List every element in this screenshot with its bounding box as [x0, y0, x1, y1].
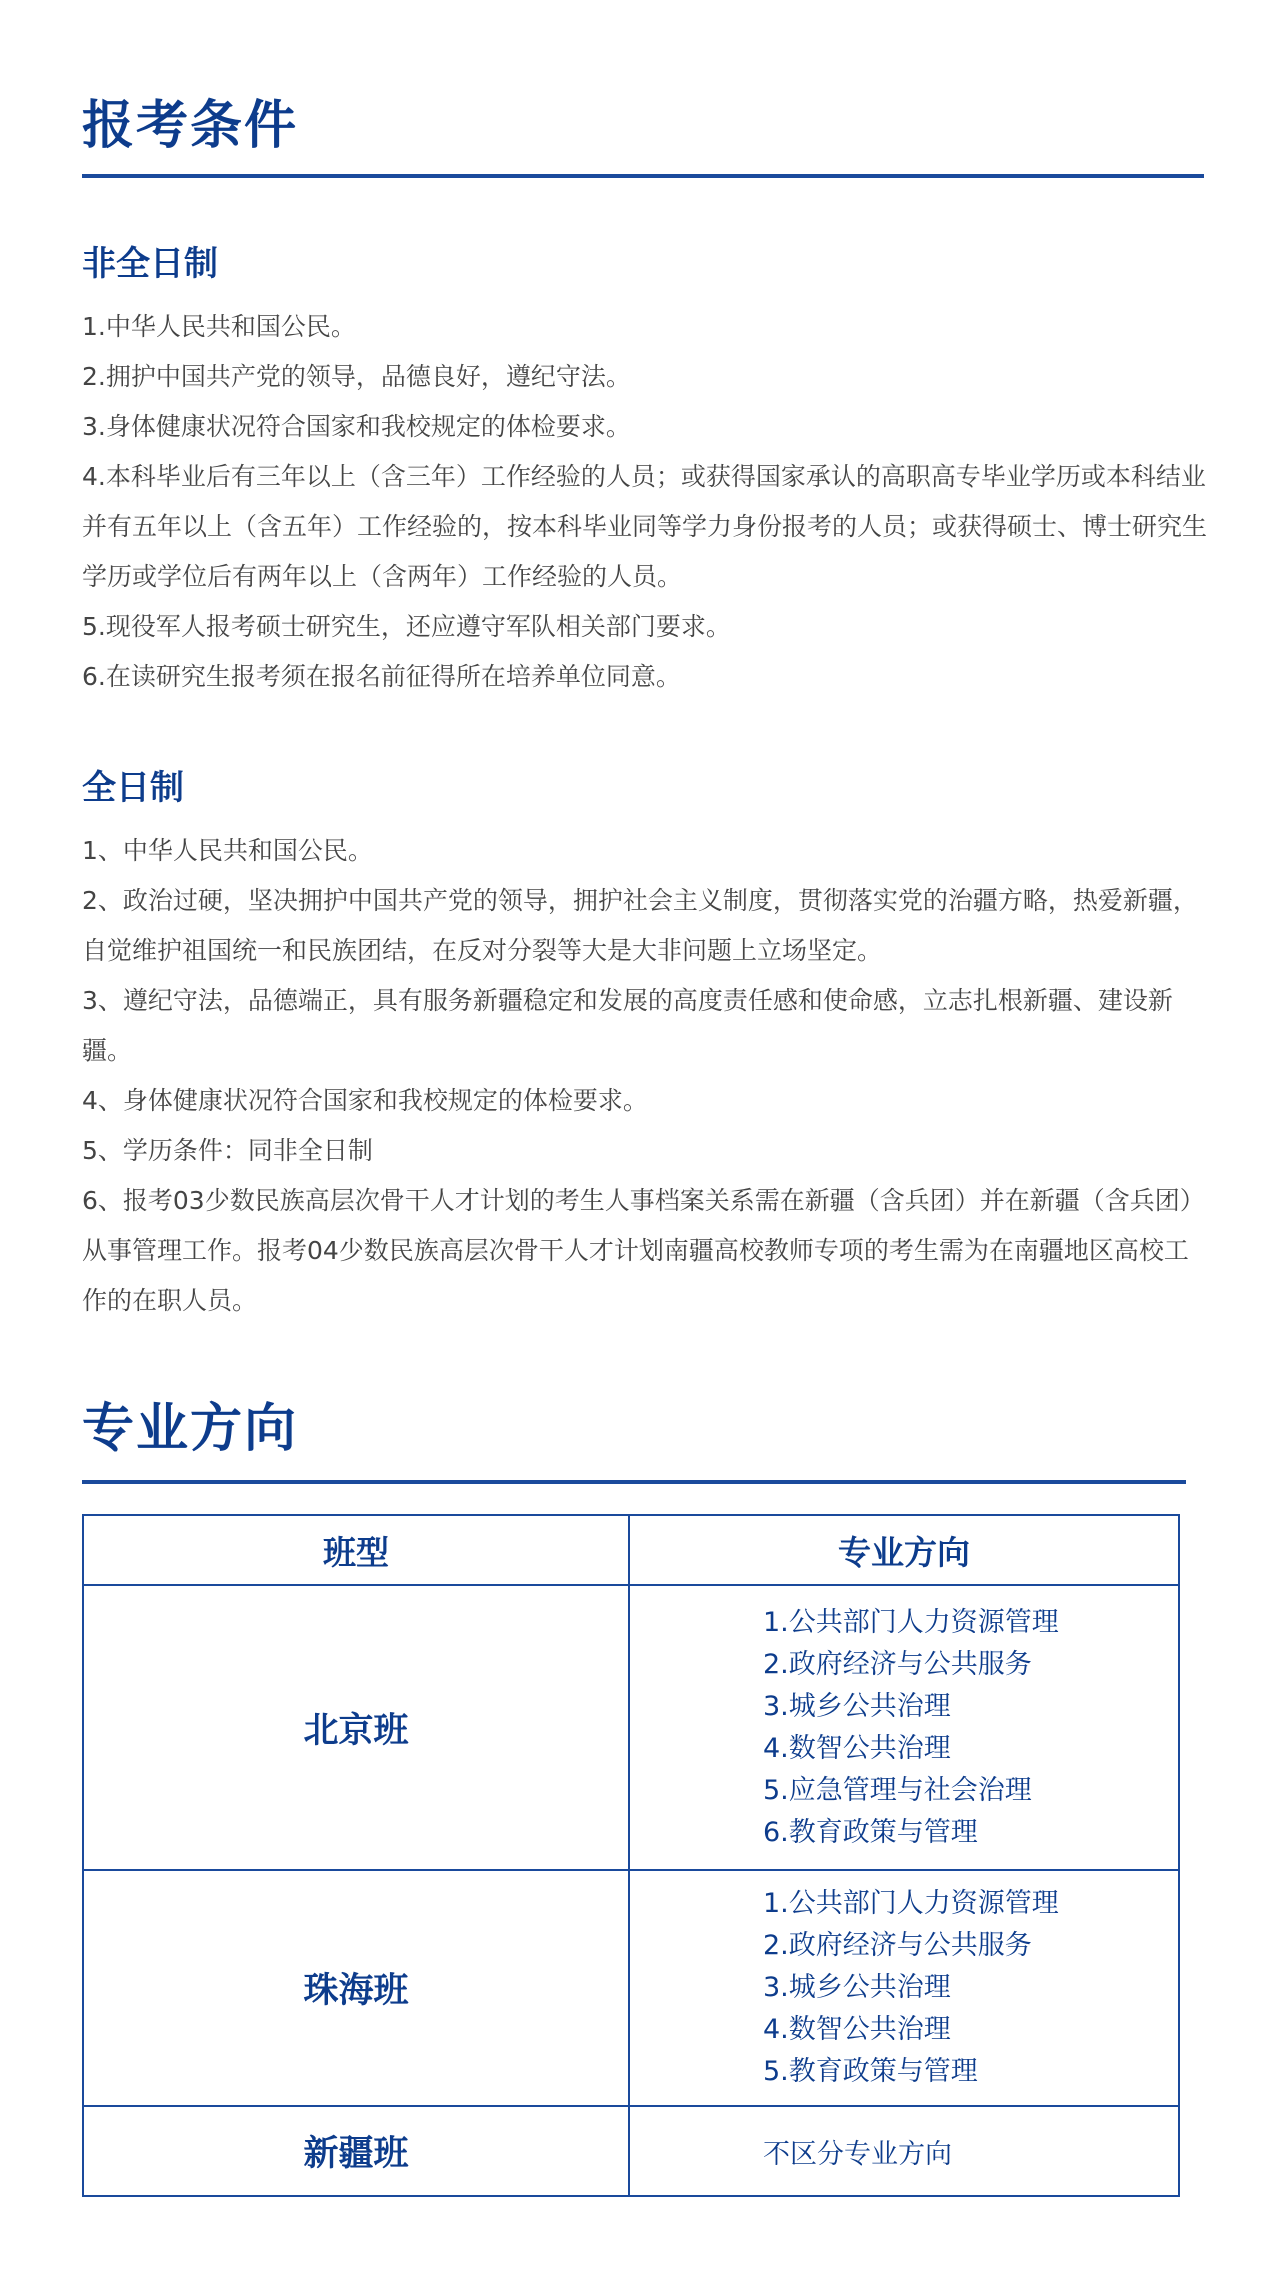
majors-title: 专业方向	[82, 1399, 299, 1459]
list-item: 6.在读研究生报考须在报名前征得所在培养单位同意。	[82, 662, 681, 691]
list-item: 3、遵纪守法，品德端正，具有服务新疆稳定和发展的高度责任感和使命感，立志扎根新疆、建设新疆。	[82, 986, 1173, 1065]
major-item: 4.数智公共治理	[763, 2014, 951, 2045]
major-item: 5.教育政策与管理	[763, 2056, 978, 2087]
list-item: 1.中华人民共和国公民。	[82, 312, 356, 341]
major-item: 3.城乡公共治理	[763, 1972, 951, 2003]
list-item: 5.现役军人报考硕士研究生，还应遵守军队相关部门要求。	[82, 612, 731, 641]
major-item: 5.应急管理与社会治理	[763, 1774, 1032, 1806]
majors-cell-zhuhai	[629, 1870, 1179, 2106]
list-item: 6、报考03少数民族高层次骨干人才计划的考生人事档案关系需在新疆（含兵团）并在新疆（含兵团）从事管理工作。报考04少数民族高层次骨干人才计划南疆高校教师专项的考生需为在南疆地区高校工作的在职人员。	[82, 1186, 1205, 1315]
list-item: 2.拥护中国共产党的领导，品德良好，遵纪守法。	[82, 362, 631, 391]
list-item: 2、政治过硬，坚决拥护中国共产党的领导，拥护社会主义制度，贯彻落实党的治疆方略，热爱新疆，自觉维护祖国统一和民族团结，在反对分裂等大是大非问题上立场坚定。	[82, 886, 1198, 965]
conditions-title: 报考条件	[82, 96, 299, 156]
part-time-list	[82, 302, 1210, 702]
full-time-title: 全日制	[82, 768, 184, 808]
class-name-xinjiang: 新疆班	[83, 2106, 629, 2196]
header-major-direction: 专业方向	[629, 1515, 1179, 1585]
list-item: 3.身体健康状况符合国家和我校规定的体检要求。	[82, 412, 631, 441]
no-direction-note: 不区分专业方向	[763, 2138, 952, 2170]
major-item: 2.政府经济与公共服务	[763, 1930, 1032, 1961]
header-class-type: 班型	[83, 1515, 629, 1585]
table-header-row	[83, 1515, 1179, 1585]
conditions-title-rule	[82, 174, 1204, 178]
major-item: 4.数智公共治理	[763, 1732, 951, 1764]
list-item: 4、身体健康状况符合国家和我校规定的体检要求。	[82, 1086, 648, 1115]
major-item: 1.公共部门人力资源管理	[763, 1888, 1059, 1919]
list-item: 5、学历条件：同非全日制	[82, 1136, 373, 1165]
table-row-beijing	[83, 1585, 1179, 1870]
majors-cell-beijing	[629, 1585, 1179, 1870]
major-item: 1.公共部门人力资源管理	[763, 1606, 1059, 1638]
list-item: 4.本科毕业后有三年以上（含三年）工作经验的人员；或获得国家承认的高职高专毕业学历或本科结业并有五年以上（含五年）工作经验的，按本科毕业同等学力身份报考的人员；或获得硕士、博士研究生学历或学位后有两年以上（含两年）工作经验的人员。	[82, 462, 1208, 591]
major-item: 6.教育政策与管理	[763, 1816, 978, 1848]
major-item: 3.城乡公共治理	[763, 1690, 951, 1722]
full-time-list	[82, 826, 1210, 1326]
list-item: 1、中华人民共和国公民。	[82, 836, 373, 865]
table-row-xinjiang	[83, 2106, 1179, 2196]
class-name-beijing: 北京班	[83, 1585, 629, 1870]
majors-cell-xinjiang	[629, 2106, 1179, 2196]
majors-title-rule	[82, 1480, 1186, 1484]
part-time-title: 非全日制	[82, 244, 218, 284]
class-name-zhuhai: 珠海班	[83, 1870, 629, 2106]
majors-table	[82, 1514, 1180, 2197]
table-row-zhuhai	[83, 1870, 1179, 2106]
major-item: 2.政府经济与公共服务	[763, 1648, 1032, 1680]
